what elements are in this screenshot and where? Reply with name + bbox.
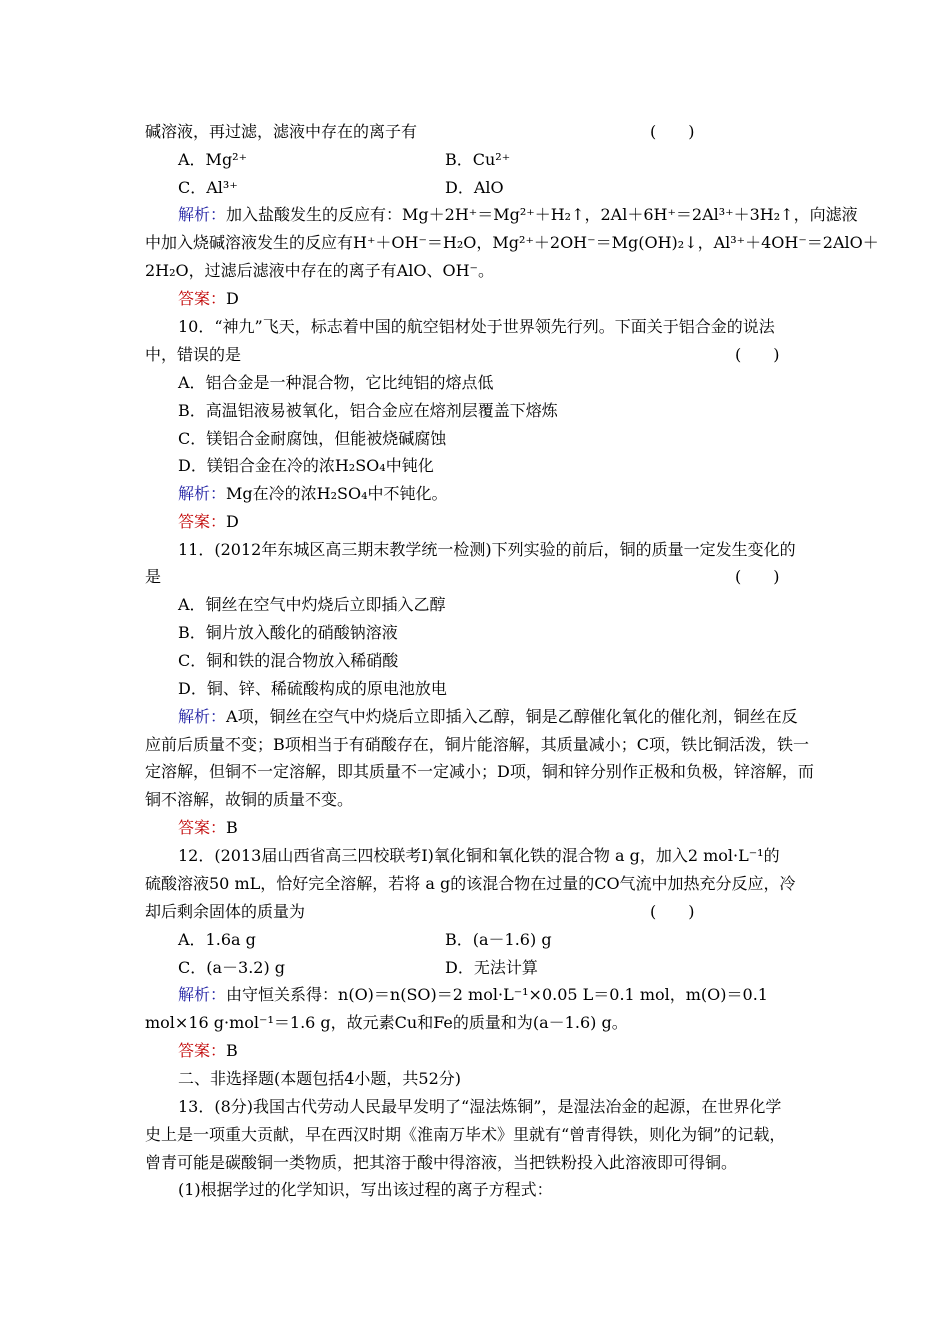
q11-option-d: D．铜、锌、稀硫酸构成的原电池放电 [178, 679, 447, 698]
q11-analysis-line3: 定溶解，但铜不一定溶解，即其质量不一定减小；D项，铜和锌分别作正极和负极，锌溶解，而 [145, 762, 814, 781]
q11-analysis-line4: 铜不溶解，故铜的质量不变。 [145, 790, 354, 809]
q11-analysis-line2: 应前后质量不变；B项相当于有硝酸存在，铜片能溶解，其质量减小；C项，铁比铜活泼，铁一 [145, 735, 810, 754]
q9-option-c: C．Al³⁺ [178, 178, 238, 197]
q10-option-d: D．镁铝合金在冷的浓H₂SO₄中钝化 [178, 456, 434, 475]
q10-option-a: A．铝合金是一种混合物，它比纯铝的熔点低 [178, 373, 494, 392]
q11-option-b: B．铜片放入酸化的硝酸钠溶液 [178, 623, 398, 642]
section-heading: 二、非选择题(本题包括4小题，共52分) [178, 1069, 462, 1088]
q12-stem-line3: 却后剩余固体的质量为 [145, 902, 306, 921]
q11-analysis-label: 解析： [178, 707, 227, 726]
q12-answer-line [178, 1041, 238, 1061]
q13-stem-line3: 曾青可能是碳酸铜一类物质，把其溶于酸中得溶液，当把铁粉投入此溶液即可得铜。 [145, 1153, 738, 1172]
q12-analysis-line2: mol×16 g·mol⁻¹＝1.6 g，故元素Cu和Fe的质量和为(a－1.6) g。 [145, 1013, 628, 1032]
q9-answer: D [226, 289, 239, 308]
q12-option-b: B．(a－1.6) g [445, 930, 552, 949]
q9-answer-paren: ( ) [650, 122, 695, 141]
q10-analysis-line: 解析：Mg在冷的浓H₂SO₄中不钝化。 [178, 484, 448, 503]
q11-answer: B [226, 818, 238, 837]
q9-analysis-line3: 2H₂O，过滤后滤液中存在的离子有AlO、OH⁻。 [145, 261, 494, 280]
q12-option-d: D．无法计算 [445, 958, 538, 977]
q13-subquestion-1: (1)根据学过的化学知识，写出该过程的离子方程式： [178, 1180, 553, 1199]
q12-option-a: A．1.6a g [178, 930, 256, 949]
q10-option-b: B．高温铝液易被氧化，铝合金应在熔剂层覆盖下熔炼 [178, 401, 558, 420]
q13-stem-line2: 史上是一项重大贡献，早在西汉时期《淮南万毕术》里就有“曾青得铁，则化为铜”的记载， [145, 1125, 786, 1144]
q10-stem-line2: 中，错误的是 [145, 345, 242, 364]
q11-stem-line1: 11．(2012年东城区高三期末教学统一检测)下列实验的前后，铜的质量一定发生变化的 [178, 540, 796, 559]
q10-answer: D [226, 512, 239, 531]
q10-answer-line [178, 512, 239, 532]
q12-stem-line2: 硫酸溶液50 mL，恰好完全溶解，若将 a g的该混合物在过量的CO气流中加热充分反应，冷 [145, 874, 796, 893]
q11-answer-paren: ( ) [735, 567, 780, 586]
q11-answer-label: 答案： [178, 818, 227, 837]
q11-stem-line2: 是 [145, 567, 162, 586]
q9-stem-tail: 碱溶液，再过滤，滤液中存在的离子有 [145, 122, 418, 141]
q13-stem-line1: 13．(8分)我国古代劳动人民最早发明了“湿法炼铜”，是湿法冶金的起源，在世界化学 [178, 1097, 782, 1116]
q10-analysis-label: 解析： [178, 484, 227, 503]
q12-answer-label: 答案： [178, 1041, 227, 1060]
q11-answer-line [178, 818, 238, 838]
q9-answer-label: 答案： [178, 289, 227, 308]
q9-option-d: D．AlO [445, 178, 504, 197]
q9-option-a: A．Mg²⁺ [178, 150, 248, 169]
q12-stem-line1: 12．(2013届山西省高三四校联考Ⅰ)氧化铜和氧化铁的混合物 a g，加入2 mol·L⁻¹的 [178, 846, 780, 865]
q12-answer: B [226, 1041, 238, 1060]
q9-analysis-line2: 中加入烧碱溶液发生的反应有H⁺＋OH⁻＝H₂O，Mg²⁺＋2OH⁻＝Mg(OH)₂↓，Al³⁺＋4OH⁻＝2AlO＋ [145, 233, 879, 252]
q10-stem-line1: 10．“神九”飞天，标志着中国的航空铝材处于世界领先行列。下面关于铝合金的说法 [178, 317, 775, 336]
q11-option-c: C．铜和铁的混合物放入稀硝酸 [178, 651, 399, 670]
q12-option-c: C．(a－3.2) g [178, 958, 286, 977]
q9-analysis-label: 解析： [178, 205, 227, 224]
q10-answer-label: 答案： [178, 512, 227, 531]
q10-option-c: C．镁铝合金耐腐蚀，但能被烧碱腐蚀 [178, 429, 447, 448]
q12-answer-paren: ( ) [650, 902, 695, 921]
q9-option-b: B．Cu²⁺ [445, 150, 511, 169]
q12-analysis-line1: 解析：由守恒关系得：n(O)＝n(SO)＝2 mol·L⁻¹×0.05 L＝0.1 mol，m(O)＝0.1 [178, 985, 768, 1004]
q12-analysis-label: 解析： [178, 985, 227, 1004]
q9-answer-line [178, 289, 239, 309]
q9-analysis-line1: 解析：加入盐酸发生的反应有：Mg＋2H⁺＝Mg²⁺＋H₂↑，2Al＋6H⁺＝2Al³⁺＋3H₂↑，向滤液 [178, 205, 858, 224]
q11-option-a: A．铜丝在空气中灼烧后立即插入乙醇 [178, 595, 446, 614]
q11-analysis-line1: 解析：A项，铜丝在空气中灼烧后立即插入乙醇，铜是乙醇催化氧化的催化剂，铜丝在反 [178, 707, 798, 726]
q10-answer-paren: ( ) [735, 345, 780, 364]
